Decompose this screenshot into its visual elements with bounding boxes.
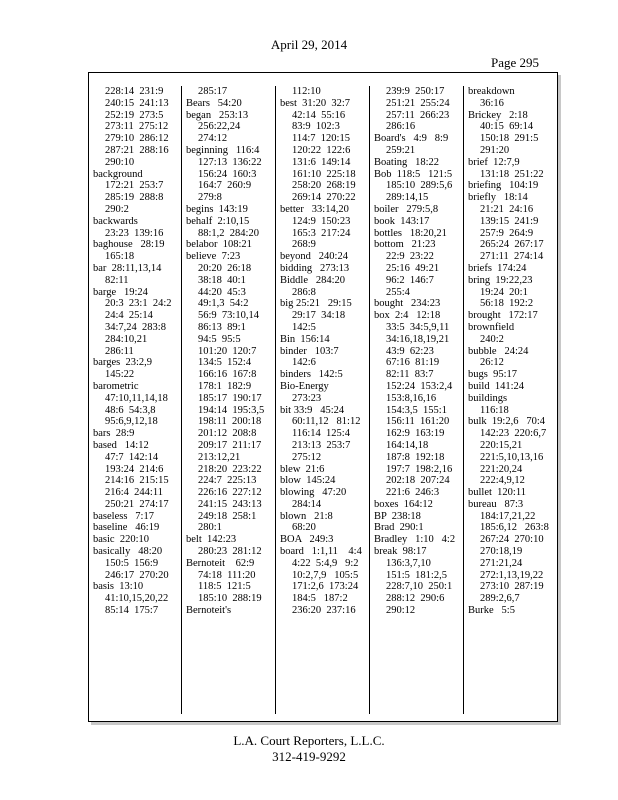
index-entry: 272:1,13,19,22 [480, 569, 544, 581]
index-entry: 101:20 120:7 [198, 345, 257, 357]
index-entry: backwards [93, 215, 138, 227]
index-entry: 118:5 121:5 [198, 581, 251, 593]
index-entry: 25:16 49:21 [386, 262, 440, 274]
index-entry: 291:20 [480, 144, 510, 156]
index-entry: 240:2 [480, 333, 504, 345]
index-entry: Bernoteit's [186, 605, 232, 617]
index-entry: 214:16 215:15 [105, 475, 169, 487]
index-entry: 286:11 [105, 345, 134, 357]
reporter-company: L.A. Court Reporters, L.L.C. [233, 733, 385, 748]
index-entry: began 253:13 [186, 109, 249, 121]
index-entry: 221:20,24 [480, 463, 523, 475]
index-entry: 224:7 225:13 [198, 475, 257, 487]
index-entry: 29:17 34:18 [292, 310, 346, 322]
index-entry: 273:10 287:19 [480, 581, 544, 593]
index-entry: 240:15 241:13 [105, 97, 169, 109]
index-entry: 38:18 40:1 [198, 274, 246, 286]
index-entry: 287:21 288:16 [105, 144, 169, 156]
index-entry: BOA 249:3 [280, 534, 334, 546]
index-entry: Bob 118:5 121:5 [374, 168, 453, 180]
index-entry: Boating 18:22 [374, 156, 440, 168]
index-entry: 136:3,7,10 [386, 557, 431, 569]
index-entry: 56:18 192:2 [480, 298, 534, 310]
index-entry: 131:18 251:22 [480, 168, 544, 180]
index-entry: 246:17 270:20 [105, 569, 169, 581]
index-entry: bar 28:11,13,14 [93, 262, 162, 274]
index-entry: basically 48:20 [93, 546, 163, 558]
index-entry: 165:3 217:24 [292, 227, 351, 239]
index-entry: big 25:21 29:15 [280, 298, 352, 310]
index-entry: 156:24 160:3 [198, 168, 257, 180]
index-entry: 279:8 [198, 192, 222, 204]
index-entry: 222:4,9,12 [480, 475, 525, 487]
index-entry: 164:7 260:9 [198, 180, 252, 192]
index-entry: buildings [468, 392, 508, 404]
index-entry: bureau 87:3 [468, 498, 524, 510]
index-entry: 218:20 223:22 [198, 463, 262, 475]
index-entry: begins 143:19 [186, 203, 248, 215]
index-entry: briefly 18:14 [468, 192, 528, 204]
index-entry: 171:2,6 173:24 [292, 581, 359, 593]
index-entry: 68:20 [292, 522, 316, 534]
index-entry: 241:15 243:13 [198, 498, 262, 510]
index-entry: 216:4 244:11 [105, 487, 163, 499]
index-entry: 20:20 26:18 [198, 262, 252, 274]
index-entry: 56:9 73:10,14 [198, 310, 259, 322]
index-entry: 20:3 23:1 24:2 [105, 298, 172, 310]
index-entry: 142:6 [292, 357, 316, 369]
index-entry: 124:9 150:23 [292, 215, 351, 227]
index-entry: 74:18 111:20 [198, 569, 256, 581]
index-entry: barge 19:24 [93, 286, 148, 298]
index-entry: 166:16 167:8 [198, 369, 257, 381]
index-entry: 250:21 274:17 [105, 498, 169, 510]
index-entry: 252:19 273:5 [105, 109, 164, 121]
index-entry: 221:5,10,13,16 [480, 451, 544, 463]
index-entry: 289:2,6,7 [480, 593, 520, 605]
index-entry: 164:14,18 [386, 439, 429, 451]
index-entry: 265:24 267:17 [480, 239, 544, 251]
index-entry: 290:12 [386, 605, 416, 617]
index-entry: briefs 174:24 [468, 262, 527, 274]
index-entry: 60:11,12 81:12 [292, 416, 361, 428]
index-entry: 284:10,21 [105, 333, 148, 345]
index-entry: board 1:1,11 4:4 [280, 546, 362, 558]
index-entry: 213:12,21 [198, 451, 241, 463]
index-entry: 269:14 270:22 [292, 192, 356, 204]
index-entry: 43:9 62:23 [386, 345, 434, 357]
index-entry: 153:8,16,16 [386, 392, 437, 404]
index-entry: 134:5 152:4 [198, 357, 252, 369]
index-entry: 47:7 142:14 [105, 451, 159, 463]
index-entry: 285:17 [198, 86, 228, 97]
index-entry: briefing 104:19 [468, 180, 539, 192]
index-entry: 131:6 149:14 [292, 156, 351, 168]
index-entry: belt 142:23 [186, 534, 237, 546]
index-entry: barometric [93, 380, 139, 392]
index-entry: 127:13 136:22 [198, 156, 262, 168]
index-entry: Board's 4:9 8:9 [374, 133, 449, 145]
index-entry: 271:11 274:14 [480, 251, 544, 263]
index-entry: beyond 240:24 [280, 251, 348, 263]
index-entry: 197:7 198:2,16 [386, 463, 453, 475]
index-entry: 201:12 208:8 [198, 428, 257, 440]
index-entry: 145:22 [105, 369, 135, 381]
index-column-5 [464, 86, 557, 714]
index-entry: 40:15 69:14 [480, 121, 534, 133]
index-entry: boxes 164:12 [374, 498, 433, 510]
index-entry: 226:16 227:12 [198, 487, 262, 499]
index-entry: 185:10 289:5,6 [386, 180, 453, 192]
index-entry: 150:5 156:9 [105, 557, 159, 569]
index-entry: bugs 95:17 [468, 369, 518, 381]
index-entry: basis 13:10 [93, 581, 144, 593]
index-entry: 213:13 253:7 [292, 439, 351, 451]
index-entry: 26:12 [480, 357, 504, 369]
index-entry: 47:10,11,14,18 [105, 392, 168, 404]
index-entry: 258:20 268:19 [292, 180, 356, 192]
index-entry: 156:11 161:20 [386, 416, 450, 428]
index-entry: 257:11 266:23 [386, 109, 450, 121]
index-entry: 22:9 23:22 [386, 251, 434, 263]
index-entry: 10:2,7,9 105:5 [292, 569, 359, 581]
index-entry: brought 172:17 [468, 310, 538, 322]
index-entry: better 33:14,20 [280, 203, 349, 215]
index-entry: 88:1,2 284:20 [198, 227, 259, 239]
index-entry: 274:12 [198, 133, 228, 145]
index-entry: baseless 7:17 [93, 510, 154, 522]
index-entry: 116:18 [480, 404, 509, 416]
index-entry: 94:5 95:5 [198, 333, 241, 345]
index-entry: believe 7:23 [186, 251, 241, 263]
index-entry: 114:7 120:15 [292, 133, 350, 145]
index-entry: bring 19:22,23 [468, 274, 533, 286]
index-entry: 267:24 270:10 [480, 534, 544, 546]
index-entry: 116:14 125:4 [292, 428, 350, 440]
index-entry: 257:9 264:9 [480, 227, 534, 239]
index-entry: 33:5 34:5,9,11 [386, 321, 450, 333]
index-entry: Brad 290:1 [374, 522, 424, 534]
index-entry: 236:20 237:16 [292, 605, 356, 617]
index-entry: box 2:4 12:18 [374, 310, 441, 322]
index-entry: 256:22,24 [198, 121, 241, 133]
index-entry: blew 21:6 [280, 463, 325, 475]
index-entry: 286:16 [386, 121, 416, 133]
index-entry: 4:22 5:4,9 9:2 [292, 557, 359, 569]
index-entry: build 141:24 [468, 380, 525, 392]
index-entry: behalf 2:10,15 [186, 215, 250, 227]
reporter-phone: 312-419-9292 [272, 749, 346, 764]
index-entry: 185:17 190:17 [198, 392, 262, 404]
index-entry: Bin 156:14 [280, 333, 330, 345]
index-entry: bit 33:9 45:24 [280, 404, 345, 416]
index-entry: blowing 47:20 [280, 487, 347, 499]
index-frame [88, 72, 558, 722]
index-entry: 24:4 25:14 [105, 310, 153, 322]
index-entry: 239:9 250:17 [386, 86, 445, 97]
index-entry: book 143:17 [374, 215, 430, 227]
index-column-4 [370, 86, 464, 714]
index-entry: 273:11 275:12 [105, 121, 169, 133]
index-entry: 285:19 288:8 [105, 192, 164, 204]
index-entry: 83:9 102:3 [292, 121, 340, 133]
index-entry: breakdown [468, 86, 515, 97]
index-entry: 284:14 [292, 498, 322, 510]
index-entry: 142:5 [292, 321, 316, 333]
index-entry: 202:18 207:24 [386, 475, 450, 487]
index-entry: basic 220:10 [93, 534, 149, 546]
index-entry: bullet 120:11 [468, 487, 526, 499]
index-entry: 151:5 181:2,5 [386, 569, 447, 581]
index-entry: 96:2 146:7 [386, 274, 434, 286]
index-entry: blown 21:8 [280, 510, 333, 522]
index-entry: blow 145:24 [280, 475, 336, 487]
index-entry: 184:17,21,22 [480, 510, 536, 522]
index-entry: Brickey 2:18 [468, 109, 528, 121]
index-entry: 288:12 290:6 [386, 593, 445, 605]
index-entry: binder 103:7 [280, 345, 339, 357]
index-entry: brief 12:7,9 [468, 156, 520, 168]
index-entry: 86:13 89:1 [198, 321, 246, 333]
index-entry: beginning 116:4 [186, 144, 260, 156]
index-entry: 228:14 231:9 [105, 86, 164, 97]
index-entry: 95:6,9,12,18 [105, 416, 158, 428]
index-entry: 255:4 [386, 286, 410, 298]
index-entry: 34:16,18,19,21 [386, 333, 450, 345]
index-entry: 19:24 20:1 [480, 286, 528, 298]
index-entry: bidding 273:13 [280, 262, 350, 274]
index-entry: 34:7,24 283:8 [105, 321, 166, 333]
index-entry: 36:16 [480, 97, 504, 109]
index-entry: break 98:17 [374, 546, 427, 558]
index-entry: 48:6 54:3,8 [105, 404, 156, 416]
index-entry: background [93, 168, 143, 180]
index-entry: 178:1 182:9 [198, 380, 252, 392]
index-entry: Burke 5:5 [468, 605, 515, 617]
index-entry: based 14:12 [93, 439, 149, 451]
index-entry: Bears 54:20 [186, 97, 242, 109]
index-entry: 41:10,15,20,22 [105, 593, 169, 605]
index-entry: 209:17 211:17 [198, 439, 262, 451]
index-entry: 228:7,10 250:1 [386, 581, 453, 593]
index-entry: Biddle 284:20 [280, 274, 346, 286]
index-entry: 270:18,19 [480, 546, 523, 558]
index-entry: 273:23 [292, 392, 322, 404]
page-number: Page 295 [490, 55, 539, 70]
index-entry: bought 234:23 [374, 298, 441, 310]
index-entry: 268:9 [292, 239, 316, 251]
index-entry: bulk 19:2,6 70:4 [468, 416, 546, 428]
index-entry: 251:21 255:24 [386, 97, 450, 109]
index-entry: 220:15,21 [480, 439, 523, 451]
index-entry: 289:14,15 [386, 192, 429, 204]
index-entry: 185:6,12 263:8 [480, 522, 549, 534]
index-entry: baghouse 28:19 [93, 239, 165, 251]
index-column-3 [276, 86, 370, 714]
index-entry: 161:10 225:18 [292, 168, 356, 180]
transcript-date: April 29, 2014 [270, 37, 348, 52]
index-entry: 280:23 281:12 [198, 546, 262, 558]
index-entry: bars 28:9 [93, 428, 135, 440]
index-entry: belabor 108:21 [186, 239, 252, 251]
index-entry: 42:14 55:16 [292, 109, 346, 121]
index-entry: 67:16 81:19 [386, 357, 440, 369]
index-entry: 198:11 200:18 [198, 416, 262, 428]
index-entry: BP 238:18 [374, 510, 421, 522]
index-entry: 162:9 163:19 [386, 428, 445, 440]
index-entry: 154:3,5 155:1 [386, 404, 447, 416]
index-entry: 275:12 [292, 451, 322, 463]
index-entry: 194:14 195:3,5 [198, 404, 265, 416]
index-entry: 184:5 187:2 [292, 593, 348, 605]
index-entry: 165:18 [105, 251, 135, 263]
index-entry: 221:6 246:3 [386, 487, 440, 499]
index-entry: 290:2 [105, 203, 129, 215]
index-entry: 152:24 153:2,4 [386, 380, 453, 392]
index-column-1 [89, 86, 182, 714]
index-entry: 142:23 220:6,7 [480, 428, 547, 440]
index-entry: 21:21 24:16 [480, 203, 534, 215]
index-entry: 44:20 45:3 [198, 286, 246, 298]
index-entry: 49:1,3 54:2 [198, 298, 249, 310]
index-entry: 82:11 [105, 274, 129, 286]
index-entry: 23:23 139:16 [105, 227, 164, 239]
index-entry: bottom 21:23 [374, 239, 436, 251]
index-entry: 187:8 192:18 [386, 451, 445, 463]
index-entry: baseline 46:19 [93, 522, 160, 534]
index-entry: 286:8 [292, 286, 316, 298]
index-entry: 279:10 286:12 [105, 133, 169, 145]
index-entry: bubble 24:24 [468, 345, 529, 357]
index-entry: 249:18 258:1 [198, 510, 257, 522]
index-entry: 82:11 83:7 [386, 369, 434, 381]
index-entry: binders 142:5 [280, 369, 343, 381]
index-entry: boiler 279:5,8 [374, 203, 439, 215]
index-column-2 [182, 86, 276, 714]
index-entry: bottles 18:20,21 [374, 227, 447, 239]
index-entry: 193:24 214:6 [105, 463, 164, 475]
index-entry: 85:14 175:7 [105, 605, 159, 617]
index-entry: 112:10 [292, 86, 321, 97]
index-entry: 259:21 [386, 144, 416, 156]
index-entry: 185:10 288:19 [198, 593, 262, 605]
index-entry: Bio-Energy [280, 380, 329, 392]
index-entry: Bradley 1:10 4:2 [374, 534, 456, 546]
index-entry: best 31:20 32:7 [280, 97, 350, 109]
index-entry: 150:18 291:5 [480, 133, 539, 145]
index-entry: barges 23:2,9 [93, 357, 153, 369]
index-entry: 280:1 [198, 522, 222, 534]
index-entry: brownfield [468, 321, 515, 333]
index-entry: Bernoteit 62:9 [186, 557, 255, 569]
index-entry: 172:21 253:7 [105, 180, 164, 192]
index-entry: 290:10 [105, 156, 135, 168]
index-entry: 120:22 122:6 [292, 144, 351, 156]
index-entry: 271:21,24 [480, 557, 523, 569]
index-entry: 139:15 241:9 [480, 215, 539, 227]
